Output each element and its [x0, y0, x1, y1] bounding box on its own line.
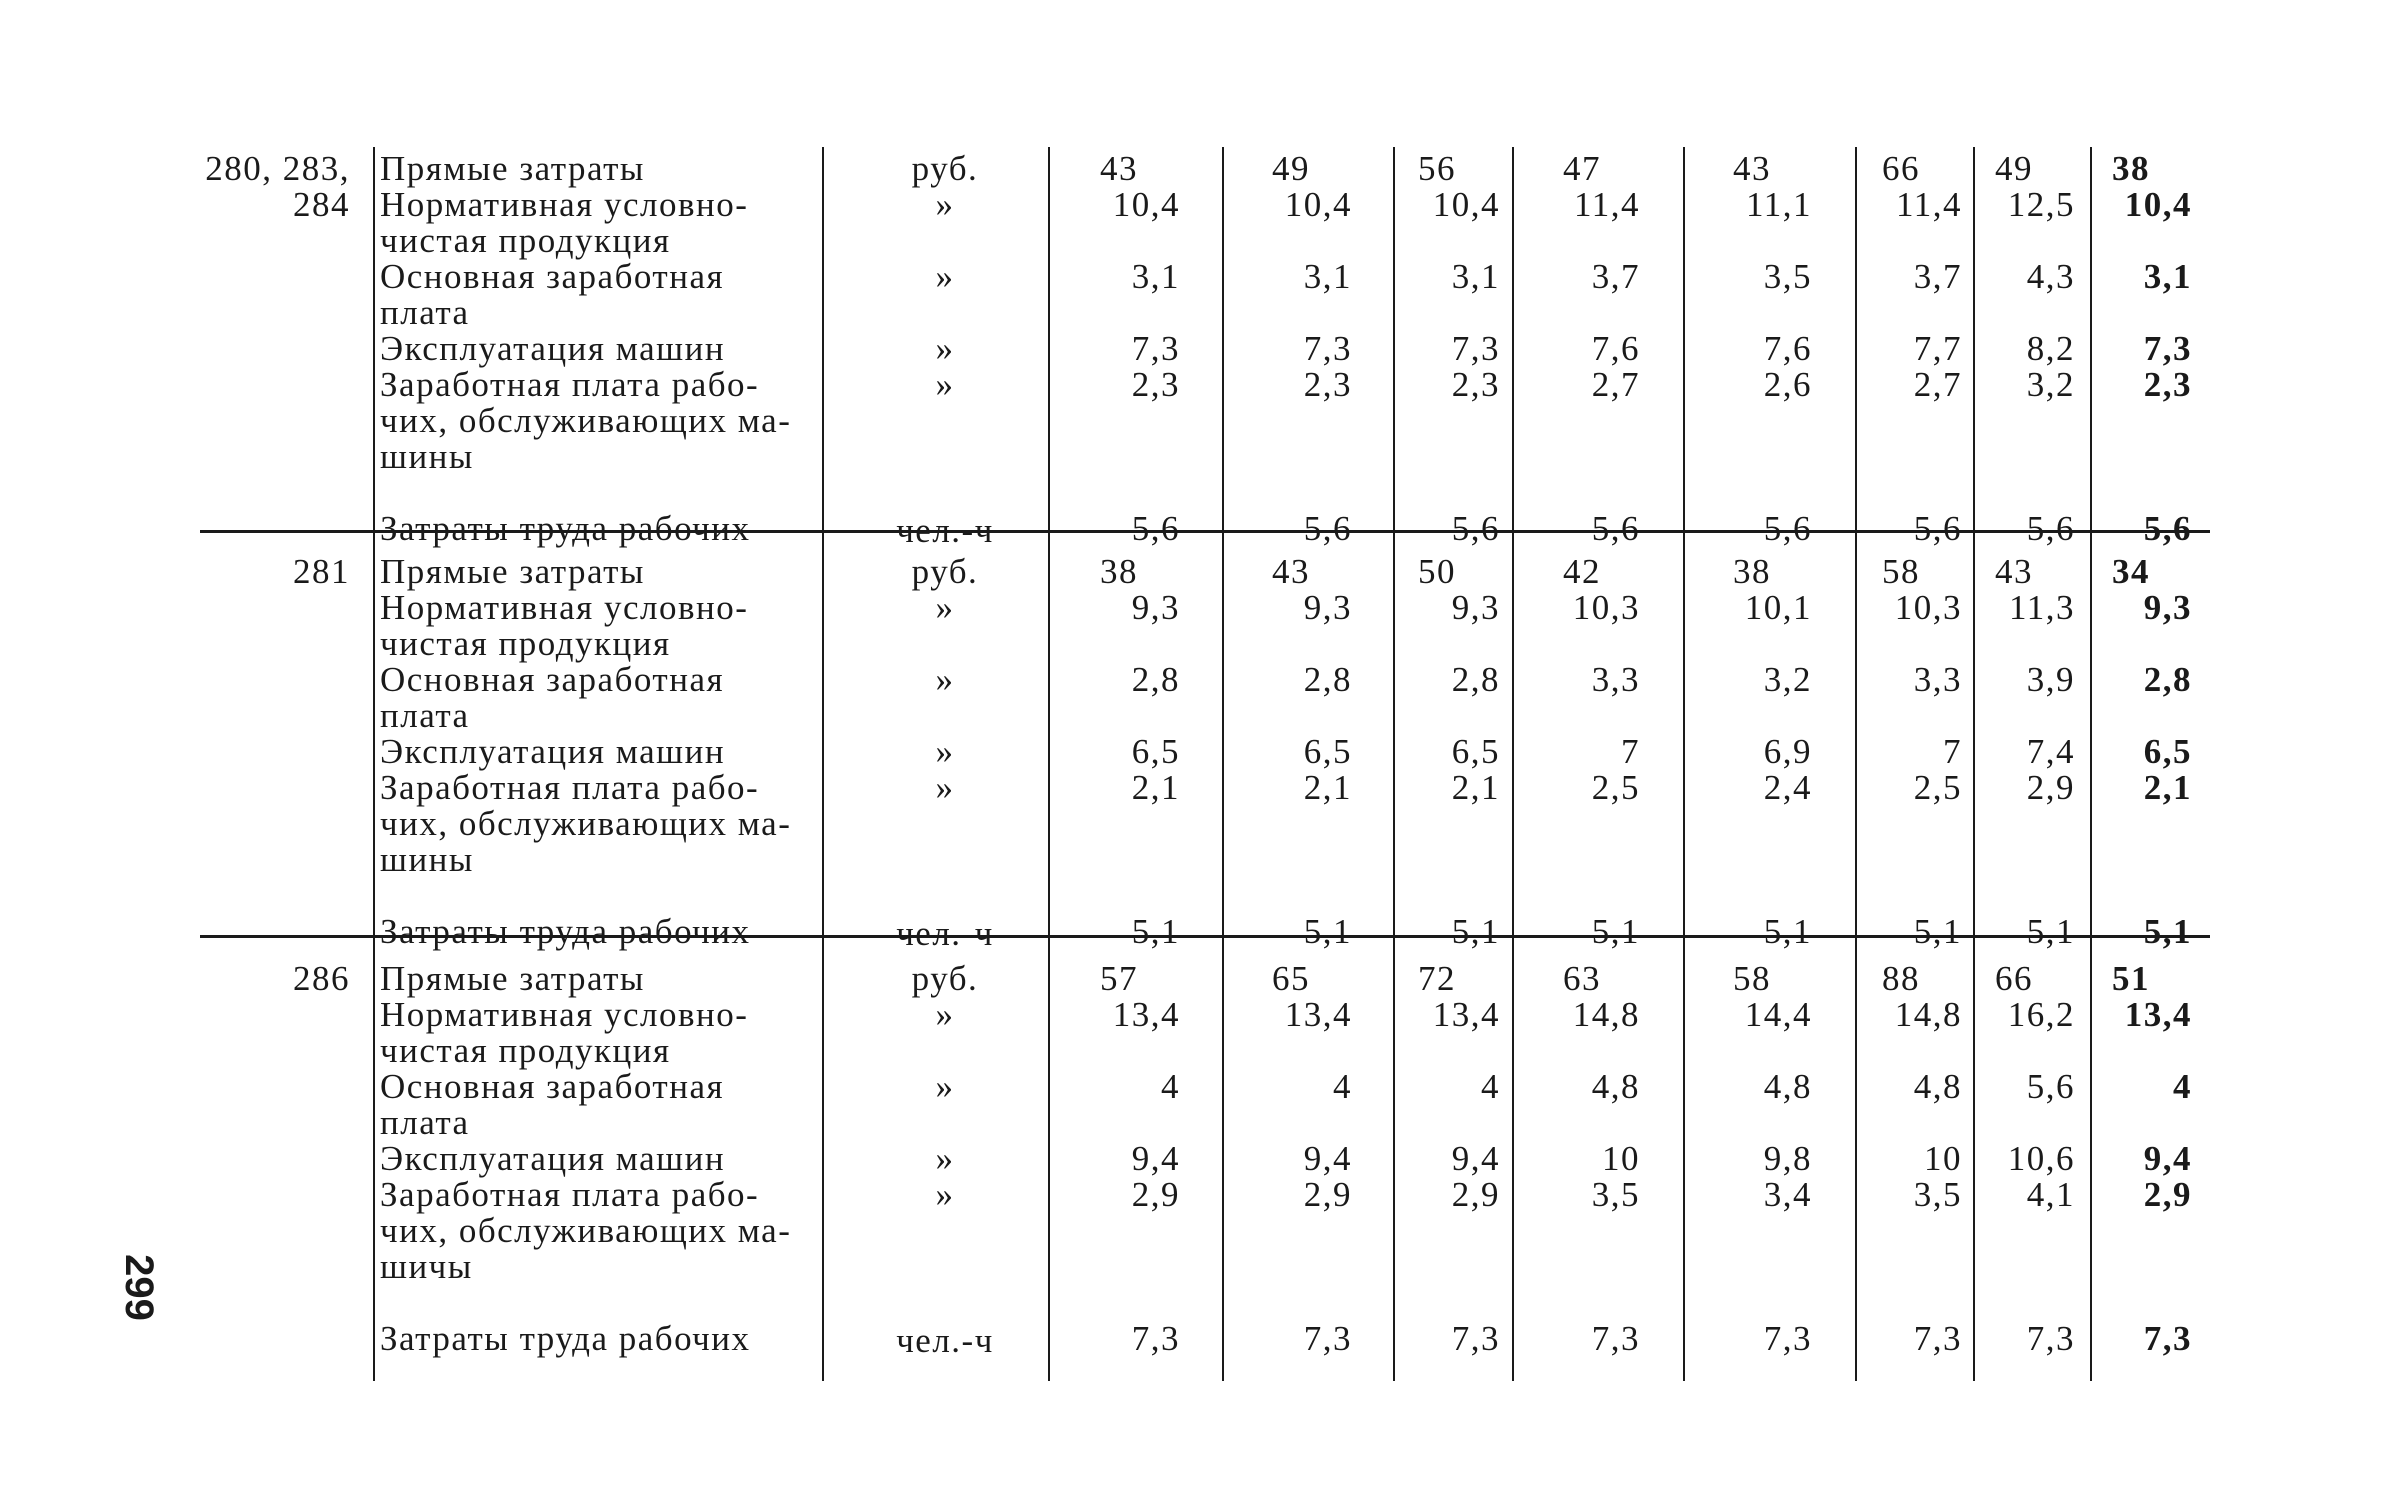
table-cell: 63: [1563, 959, 1601, 998]
table-cell: 13,4: [2124, 995, 2192, 1034]
table-cell: 14,8: [1572, 995, 1640, 1034]
table-cell: 5,1: [2143, 912, 2192, 951]
column-rule: [822, 550, 824, 974]
row-label: Нормативная условно-: [380, 185, 749, 224]
unit-label: чел.-ч: [896, 914, 994, 953]
table-cell: 4,8: [1913, 1067, 1962, 1106]
unit-label: »: [935, 1175, 955, 1214]
table-cell: 5,1: [1913, 912, 1962, 951]
table-cell: 2,1: [1303, 768, 1352, 807]
table-cell: 3,1: [1131, 257, 1180, 296]
table-cell: 2,7: [1913, 365, 1962, 404]
table-cell: 3,4: [1763, 1175, 1812, 1214]
page-number: 299: [116, 1254, 161, 1321]
table-cell: 66: [1882, 149, 1920, 188]
unit-label: руб.: [911, 149, 979, 188]
table-cell: 5,6: [1303, 509, 1352, 548]
table-cell: 2,6: [1763, 365, 1812, 404]
table-cell: 57: [1100, 959, 1138, 998]
row-label: Эксплуатация машин: [380, 732, 726, 771]
table-cell: 43: [1995, 552, 2033, 591]
table-cell: 5,6: [1451, 509, 1500, 548]
table-cell: 5,6: [1913, 509, 1962, 548]
table-cell: 66: [1995, 959, 2033, 998]
table-cell: 5,1: [1451, 912, 1500, 951]
table-cell: 7,3: [1763, 1319, 1812, 1358]
unit-label: »: [935, 365, 955, 404]
row-label: шичы: [380, 1247, 473, 1286]
table-cell: 14,8: [1894, 995, 1962, 1034]
table-cell: 38: [2112, 149, 2150, 188]
table-cell: 4: [2173, 1067, 2192, 1106]
section-code: 284: [293, 185, 350, 224]
table-cell: 2,9: [2143, 1175, 2192, 1214]
table-cell: 72: [1418, 959, 1456, 998]
table-cell: 7,3: [1591, 1319, 1640, 1358]
table-cell: 51: [2112, 959, 2150, 998]
table-cell: 13,4: [1284, 995, 1352, 1034]
table-cell: 5,6: [1763, 509, 1812, 548]
row-label: чистая продукция: [380, 1031, 671, 1070]
table-cell: 10,4: [1112, 185, 1180, 224]
table-cell: 58: [1882, 552, 1920, 591]
row-label: Основная заработная: [380, 257, 725, 296]
column-rule: [373, 550, 375, 974]
table-cell: 7,4: [2026, 732, 2075, 771]
table-cell: 7,3: [1303, 1319, 1352, 1358]
table-cell: 3,1: [1303, 257, 1352, 296]
table-cell: 7,3: [1451, 1319, 1500, 1358]
table-cell: 2,1: [1131, 768, 1180, 807]
table-cell: 9,4: [1451, 1139, 1500, 1178]
table-cell: 10,4: [1284, 185, 1352, 224]
table-cell: 3,1: [2143, 257, 2192, 296]
table-cell: 3,7: [1913, 257, 1962, 296]
table-cell: 9,3: [1451, 588, 1500, 627]
unit-label: »: [935, 660, 955, 699]
row-label: чих, обслуживающих ма-: [380, 401, 792, 440]
table-cell: 3,2: [2026, 365, 2075, 404]
table-cell: 3,5: [1913, 1175, 1962, 1214]
table-cell: 2,9: [1303, 1175, 1352, 1214]
unit-label: »: [935, 185, 955, 224]
unit-label: руб.: [911, 552, 979, 591]
table-cell: 4,3: [2026, 257, 2075, 296]
row-label: Затраты труда рабочих: [380, 1319, 751, 1358]
table-cell: 49: [1995, 149, 2033, 188]
table-cell: 4: [1481, 1067, 1500, 1106]
table-cell: 11,1: [1746, 185, 1812, 224]
table-cell: 6,5: [1303, 732, 1352, 771]
row-label: Эксплуатация машин: [380, 1139, 726, 1178]
section-code: 286: [293, 959, 350, 998]
table-cell: 13,4: [1432, 995, 1500, 1034]
table-cell: 10,1: [1744, 588, 1812, 627]
table-cell: 34: [2112, 552, 2150, 591]
table-cell: 2,8: [1131, 660, 1180, 699]
table-cell: 4,8: [1763, 1067, 1812, 1106]
table-cell: 88: [1882, 959, 1920, 998]
table-cell: 2,3: [1303, 365, 1352, 404]
unit-label: »: [935, 768, 955, 807]
table-cell: 9,4: [1131, 1139, 1180, 1178]
table-cell: 11,4: [1896, 185, 1962, 224]
table-cell: 9,8: [1763, 1139, 1812, 1178]
table-cell: 5,1: [1591, 912, 1640, 951]
table-cell: 5,6: [1131, 509, 1180, 548]
table-cell: 12,5: [2007, 185, 2075, 224]
row-label: шины: [380, 840, 474, 879]
table-cell: 58: [1733, 959, 1771, 998]
unit-label: »: [935, 995, 955, 1034]
table-cell: 3,5: [1591, 1175, 1640, 1214]
table-cell: 3,1: [1451, 257, 1500, 296]
table-cell: 2,9: [1131, 1175, 1180, 1214]
table-cell: 7,3: [1303, 329, 1352, 368]
table-cell: 4,8: [1591, 1067, 1640, 1106]
table-cell: 7,3: [1131, 1319, 1180, 1358]
row-label: Нормативная условно-: [380, 995, 749, 1034]
row-label: Заработная плата рабо-: [380, 365, 760, 404]
row-label: Заработная плата рабо-: [380, 768, 760, 807]
table-cell: 5,6: [1591, 509, 1640, 548]
table-cell: 9,3: [1303, 588, 1352, 627]
unit-label: чел.-ч: [896, 511, 994, 550]
table-cell: 7,3: [1451, 329, 1500, 368]
table-cell: 11,3: [2009, 588, 2075, 627]
column-rule: [373, 147, 375, 571]
table-cell: 7,3: [2143, 329, 2192, 368]
table-cell: 8,2: [2026, 329, 2075, 368]
table-cell: 3,5: [1763, 257, 1812, 296]
row-label: Заработная плата рабо-: [380, 1175, 760, 1214]
row-label: Прямые затраты: [380, 959, 645, 998]
row-label: чистая продукция: [380, 624, 671, 663]
row-label: Нормативная условно-: [380, 588, 749, 627]
table-cell: 2,3: [1131, 365, 1180, 404]
table-cell: 2,3: [2143, 365, 2192, 404]
table-cell: 7,6: [1591, 329, 1640, 368]
table-cell: 10: [1602, 1139, 1640, 1178]
table-cell: 7,6: [1763, 329, 1812, 368]
table-cell: 3,3: [1591, 660, 1640, 699]
table-cell: 2,9: [1451, 1175, 1500, 1214]
table-cell: 11,4: [1574, 185, 1640, 224]
table-cell: 10,4: [1432, 185, 1500, 224]
table-cell: 65: [1272, 959, 1310, 998]
table-cell: 4: [1161, 1067, 1180, 1106]
table-cell: 2,1: [1451, 768, 1500, 807]
table-cell: 7: [1621, 732, 1640, 771]
row-label: Основная заработная: [380, 660, 725, 699]
table-cell: 16,2: [2007, 995, 2075, 1034]
table-cell: 2,7: [1591, 365, 1640, 404]
row-label: плата: [380, 696, 470, 735]
table-cell: 2,1: [2143, 768, 2192, 807]
table-cell: 7,3: [2143, 1319, 2192, 1358]
row-label: Эксплуатация машин: [380, 329, 726, 368]
table-cell: 42: [1563, 552, 1601, 591]
unit-label: »: [935, 257, 955, 296]
table-cell: 2,5: [1591, 768, 1640, 807]
column-rule: [822, 147, 824, 571]
column-rule: [822, 957, 824, 1381]
table-cell: 6,5: [2143, 732, 2192, 771]
row-label: Прямые затраты: [380, 552, 645, 591]
table-cell: 9,4: [2143, 1139, 2192, 1178]
unit-label: »: [935, 329, 955, 368]
table-cell: 7,3: [1131, 329, 1180, 368]
table-cell: 6,9: [1763, 732, 1812, 771]
unit-label: чел.-ч: [896, 1321, 994, 1360]
table-cell: 2,8: [2143, 660, 2192, 699]
column-rule: [373, 957, 375, 1381]
table-cell: 6,5: [1451, 732, 1500, 771]
table-cell: 14,4: [1744, 995, 1812, 1034]
row-label: Прямые затраты: [380, 149, 645, 188]
table-cell: 9,3: [1131, 588, 1180, 627]
table-cell: 5,1: [2026, 912, 2075, 951]
row-label: чистая продукция: [380, 221, 671, 260]
table-cell: 43: [1272, 552, 1310, 591]
table-cell: 2,8: [1303, 660, 1352, 699]
table-cell: 38: [1100, 552, 1138, 591]
table-cell: 3,7: [1591, 257, 1640, 296]
table-cell: 43: [1100, 149, 1138, 188]
table-cell: 56: [1418, 149, 1456, 188]
table-cell: 9,3: [2143, 588, 2192, 627]
section-code: 280, 283,: [205, 149, 350, 188]
table-cell: 3,2: [1763, 660, 1812, 699]
table-cell: 7: [1943, 732, 1962, 771]
table-cell: 5,1: [1131, 912, 1180, 951]
unit-label: »: [935, 1139, 955, 1178]
table-cell: 5,1: [1763, 912, 1812, 951]
table-cell: 6,5: [1131, 732, 1180, 771]
table-cell: 47: [1563, 149, 1601, 188]
table-cell: 2,8: [1451, 660, 1500, 699]
table-cell: 3,3: [1913, 660, 1962, 699]
row-label: чих, обслуживающих ма-: [380, 1211, 792, 1250]
table-cell: 43: [1733, 149, 1771, 188]
table-cell: 9,4: [1303, 1139, 1352, 1178]
unit-label: руб.: [911, 959, 979, 998]
table-cell: 4,1: [2026, 1175, 2075, 1214]
table-cell: 10,6: [2007, 1139, 2075, 1178]
table-cell: 49: [1272, 149, 1310, 188]
table-cell: 7,3: [2026, 1319, 2075, 1358]
table-cell: 2,9: [2026, 768, 2075, 807]
row-label: плата: [380, 293, 470, 332]
table-cell: 10,4: [2124, 185, 2192, 224]
unit-label: »: [935, 732, 955, 771]
section-code: 281: [293, 552, 350, 591]
table-cell: 10: [1924, 1139, 1962, 1178]
table-cell: 38: [1733, 552, 1771, 591]
table-cell: 10,3: [1572, 588, 1640, 627]
table-cell: 7,7: [1913, 329, 1962, 368]
table-cell: 2,4: [1763, 768, 1812, 807]
table-cell: 10,3: [1894, 588, 1962, 627]
unit-label: »: [935, 1067, 955, 1106]
table-cell: 4: [1333, 1067, 1352, 1106]
row-label: плата: [380, 1103, 470, 1142]
table-cell: 13,4: [1112, 995, 1180, 1034]
table-cell: 2,3: [1451, 365, 1500, 404]
table-cell: 5,6: [2026, 509, 2075, 548]
row-label: Затраты труда рабочих: [380, 509, 751, 548]
unit-label: »: [935, 588, 955, 627]
table-cell: 5,6: [2143, 509, 2192, 548]
row-label: Затраты труда рабочих: [380, 912, 751, 951]
table-cell: 5,6: [2026, 1067, 2075, 1106]
table-cell: 7,3: [1913, 1319, 1962, 1358]
table-cell: 2,5: [1913, 768, 1962, 807]
table-cell: 3,9: [2026, 660, 2075, 699]
table-cell: 5,1: [1303, 912, 1352, 951]
row-label: Основная заработная: [380, 1067, 725, 1106]
row-label: шины: [380, 437, 474, 476]
table-cell: 50: [1418, 552, 1456, 591]
row-label: чих, обслуживающих ма-: [380, 804, 792, 843]
